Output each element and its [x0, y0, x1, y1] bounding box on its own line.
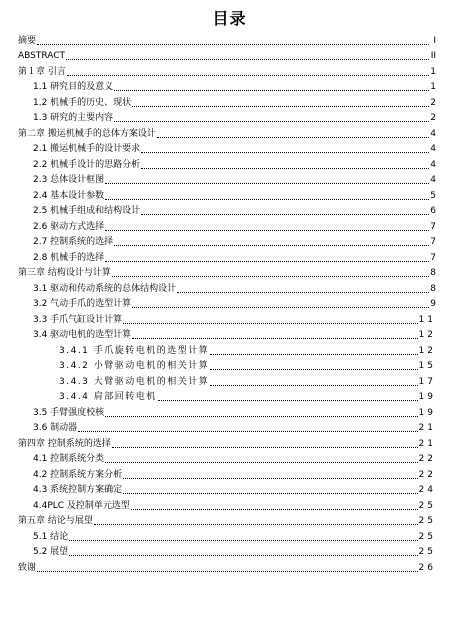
dot-leader	[158, 399, 418, 401]
toc-entry[interactable]	[18, 31, 436, 47]
toc-entry-page: 8	[430, 283, 436, 294]
dot-leader	[123, 322, 417, 324]
toc-entry[interactable]	[18, 419, 436, 435]
toc-entry[interactable]	[18, 403, 436, 419]
toc-entry-title: 3.6 制动器	[33, 423, 78, 433]
dot-leader	[112, 446, 418, 448]
dot-leader	[67, 74, 429, 76]
toc-entry-page: 21	[418, 438, 436, 449]
dot-leader	[141, 151, 429, 153]
toc-entry-title: 第二章 搬运机械手的总体方案设计	[18, 128, 156, 139]
toc-entry[interactable]	[18, 481, 436, 497]
toc-entry-title: 3.4.4 肩部回转电机	[59, 392, 157, 402]
dot-leader	[105, 415, 417, 417]
dot-leader	[105, 182, 429, 184]
toc-entry-title: 3.4.1 手爪旋转电机的选型计算	[59, 345, 210, 356]
toc-entry[interactable]	[18, 558, 436, 574]
toc-entry[interactable]	[18, 78, 436, 94]
toc-entry[interactable]	[18, 372, 436, 388]
toc-entry-page: 19	[418, 407, 436, 418]
toc-entry-page: 4	[430, 144, 436, 154]
toc-entry-page: 9	[430, 299, 436, 309]
dot-leader	[114, 120, 429, 122]
toc-entry-page: 11	[418, 314, 436, 325]
toc-entry-title: 第１章 引言	[18, 66, 66, 77]
dot-leader	[78, 430, 417, 432]
toc-entry-page: 2	[430, 97, 436, 108]
toc-entry-title: 1.2 机械手的历史、现状	[33, 97, 132, 108]
toc-entry[interactable]	[18, 388, 436, 404]
toc-entry-title: 4.3 系统控制方案确定	[33, 485, 123, 495]
toc-entry-title: 2.1 搬运机械手的设计要求	[33, 144, 141, 154]
toc-entry[interactable]	[18, 217, 436, 233]
dot-leader	[131, 508, 418, 510]
dot-leader	[105, 198, 429, 200]
table-of-contents	[18, 31, 436, 574]
toc-entry[interactable]	[18, 341, 436, 357]
toc-entry[interactable]	[18, 202, 436, 218]
toc-entry[interactable]	[18, 93, 436, 109]
dot-leader	[123, 477, 417, 479]
dot-leader	[114, 89, 429, 91]
toc-entry-page: 7	[430, 252, 436, 263]
toc-entry-page: 6	[430, 206, 436, 216]
dot-leader	[37, 570, 418, 572]
toc-entry-title: 3.2 气动手爪的选型计算	[33, 299, 132, 309]
page-title: 目录	[212, 9, 247, 28]
toc-entry-title: 1.3 研究的主要内容	[33, 113, 114, 123]
toc-entry-page: 2	[430, 113, 436, 123]
dot-leader	[141, 167, 429, 169]
dot-leader	[210, 384, 417, 386]
toc-entry-page: 12	[418, 345, 436, 356]
toc-entry[interactable]	[18, 186, 436, 202]
dot-leader	[132, 337, 417, 339]
toc-entry-page: 4	[430, 175, 436, 185]
dot-leader	[94, 523, 418, 525]
dot-leader	[66, 58, 429, 60]
dot-leader	[123, 492, 417, 494]
toc-entry-page: 7	[430, 221, 436, 232]
toc-entry-page: 1	[430, 66, 436, 77]
toc-entry-title: 1.1 研究目的及意义	[33, 82, 114, 92]
toc-entry[interactable]	[18, 310, 436, 326]
toc-entry-page: 26	[418, 562, 436, 573]
dot-leader	[105, 461, 417, 463]
toc-entry-page: 25	[418, 531, 436, 542]
toc-entry[interactable]	[18, 512, 436, 528]
toc-entry[interactable]	[18, 62, 436, 78]
dot-leader	[114, 244, 429, 246]
toc-entry[interactable]	[18, 543, 436, 559]
toc-entry-title: 5.1 结论	[33, 531, 69, 542]
toc-entry-page: 25	[418, 547, 436, 557]
dot-leader	[177, 291, 429, 293]
dot-leader	[105, 260, 429, 262]
toc-entry-title: 3.3 手爪气缸设计计算	[33, 314, 123, 325]
toc-entry-title: 2.5 机械手组成和结构设计	[33, 206, 141, 216]
toc-entry[interactable]	[18, 357, 436, 373]
toc-entry-page: 8	[430, 268, 436, 278]
toc-entry-page: 12	[418, 330, 436, 340]
toc-entry-page: II	[430, 51, 436, 61]
toc-entry-title: 2.7 控制系统的选择	[33, 237, 114, 247]
toc-entry[interactable]	[18, 434, 436, 450]
dot-leader	[157, 136, 429, 138]
toc-entry[interactable]	[18, 264, 436, 280]
toc-entry-page: 4	[430, 159, 436, 170]
toc-entry-title: 2.6 驱动方式选择	[33, 221, 105, 232]
dot-leader	[69, 554, 417, 556]
toc-entry-page: 22	[418, 469, 436, 480]
toc-entry-page: 1	[430, 82, 436, 92]
toc-entry-title: 2.2 机械手设计的思路分析	[33, 159, 141, 170]
toc-entry-title: 致谢	[18, 562, 37, 573]
toc-entry-page: I	[433, 35, 436, 46]
toc-entry-title: 第三章 结构设计与计算	[18, 268, 111, 278]
toc-entry-title: 4.1 控制系统分类	[33, 454, 105, 464]
dot-leader	[37, 43, 429, 45]
toc-entry-page: 5	[430, 190, 436, 201]
toc-entry[interactable]	[18, 527, 436, 543]
dot-leader	[69, 539, 417, 541]
toc-entry-title: ABSTRACT	[18, 51, 66, 61]
dot-leader	[210, 368, 417, 370]
toc-entry-title: 2.3 总体设计框图	[33, 175, 105, 185]
toc-entry[interactable]	[18, 326, 436, 342]
toc-entry[interactable]	[18, 171, 436, 187]
toc-entry-title: 3.4 驱动电机的选型计算	[33, 330, 132, 340]
dot-leader	[141, 213, 429, 215]
toc-entry[interactable]	[18, 140, 436, 156]
toc-entry[interactable]	[18, 450, 436, 466]
toc-entry-page: 7	[430, 237, 436, 247]
toc-entry-title: 3.4.3 大臂驱动电机的相关计算	[59, 376, 210, 387]
toc-entry[interactable]	[18, 109, 436, 125]
toc-entry-title: 第四章 控制系统的选择	[18, 438, 111, 449]
toc-entry[interactable]	[18, 233, 436, 249]
toc-entry-title: 3.5 手臂强度校核	[33, 407, 105, 418]
toc-entry-title: 2.8 机械手的选择	[33, 252, 105, 263]
toc-entry-title: 3.1 驱动和传动系统的总体结构设计	[33, 283, 177, 294]
toc-entry[interactable]	[18, 47, 436, 63]
toc-entry[interactable]	[18, 295, 436, 311]
toc-entry-title: 4.2 控制系统方案分析	[33, 469, 123, 480]
toc-entry-title: 3.4.2 小臂驱动电机的相关计算	[59, 361, 210, 371]
toc-entry-page: 15	[418, 361, 436, 371]
toc-entry-title: 摘要	[18, 35, 37, 46]
toc-entry-page: 25	[418, 500, 436, 511]
toc-entry-title: 5.2 展望	[33, 547, 69, 557]
toc-entry-page: 22	[418, 454, 436, 464]
toc-entry-page: 21	[418, 423, 436, 433]
toc-entry[interactable]	[18, 155, 436, 171]
toc-entry-page: 4	[430, 128, 436, 139]
toc-entry[interactable]	[18, 279, 436, 295]
toc-entry[interactable]	[18, 465, 436, 481]
toc-entry[interactable]	[18, 124, 436, 140]
toc-entry-title: 2.4 基本设计参数	[33, 190, 105, 201]
toc-entry-title: 4.4PLC 及控制单元选型	[33, 500, 130, 511]
toc-entry-page: 25	[418, 516, 436, 526]
toc-entry-page: 17	[418, 376, 436, 387]
dot-leader	[105, 229, 429, 231]
toc-entry-page: 19	[418, 392, 436, 402]
toc-entry[interactable]	[18, 496, 436, 512]
toc-entry-page: 24	[418, 485, 436, 495]
dot-leader	[132, 306, 429, 308]
dot-leader	[210, 353, 417, 355]
toc-entry-title: 第五章 结论与展望	[18, 516, 93, 526]
toc-entry[interactable]	[18, 248, 436, 264]
dot-leader	[112, 275, 429, 277]
dot-leader	[132, 105, 429, 107]
